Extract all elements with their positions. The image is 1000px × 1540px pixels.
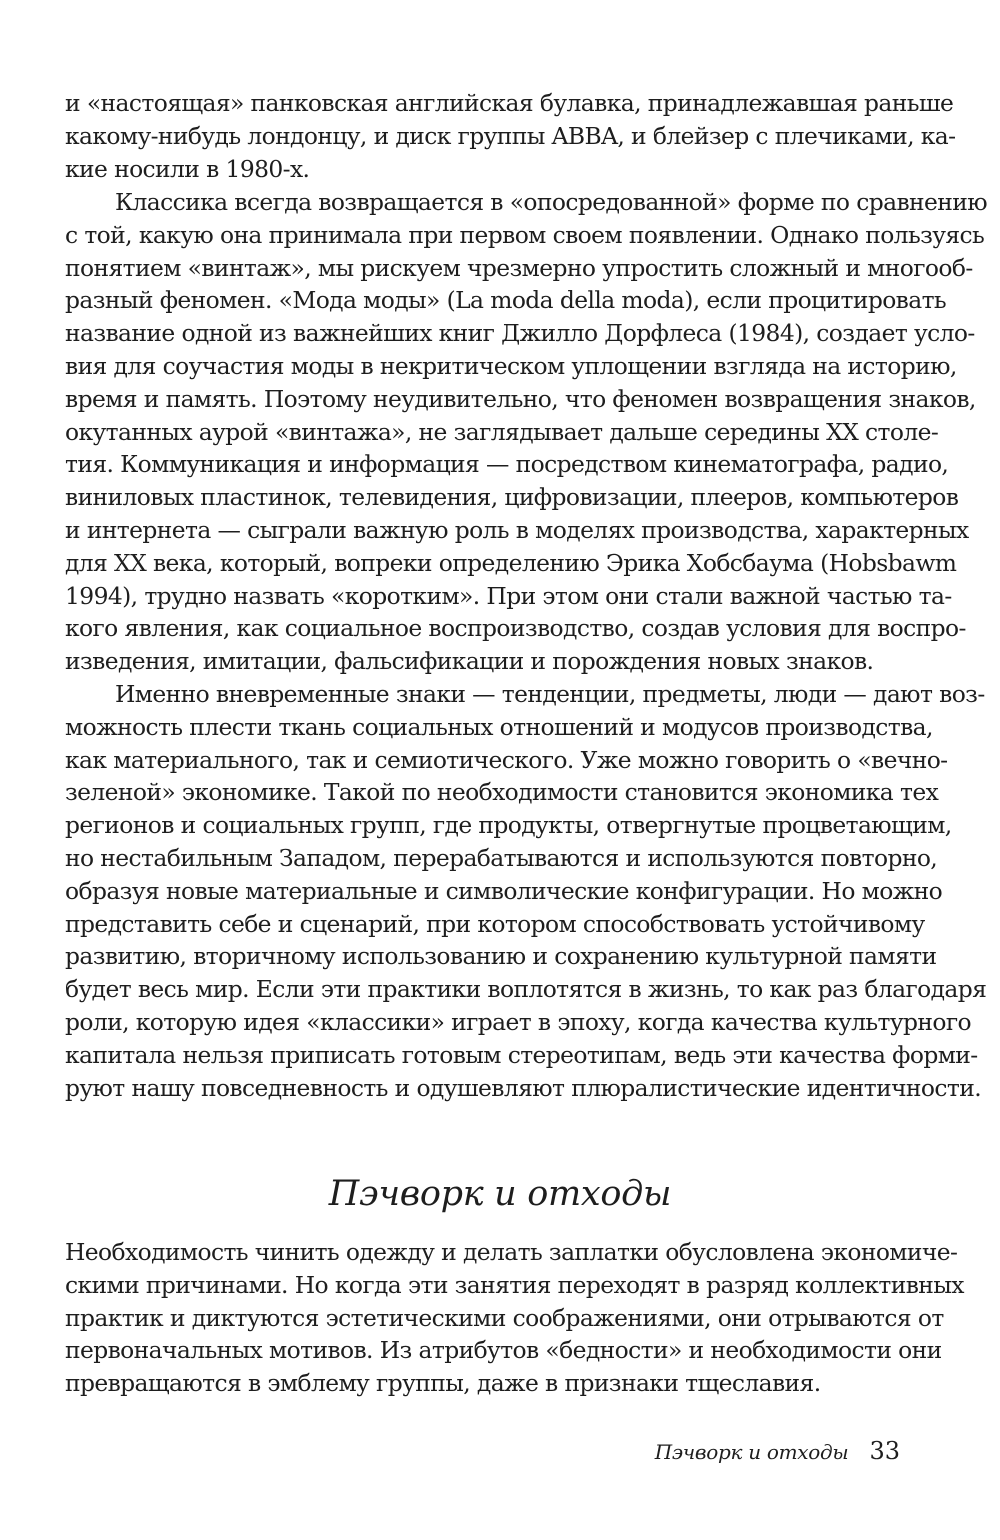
paragraph-continuation [65,87,956,185]
text-line: практик и диктуются эстетическими соображениями, они отрываются от [65,1303,944,1332]
text-line: окутанных аурой «винтажа», не заглядывает дальше середины XX столе- [65,417,939,446]
text-line: образуя новые материальные и символические конфигурации. Но можно [65,876,943,905]
text-line: первоначальных мотивов. Из атрибутов «бедности» и необходимости они [65,1336,942,1365]
text-line: 1994), трудно назвать «коротким». При этом они стали важной частью та- [65,581,952,610]
text-line: изведения, имитации, фальсификации и порождения новых знаков. [65,647,874,676]
text-line: будет весь мир. Если эти практики воплотятся в жизнь, то как раз благодаря [65,975,987,1004]
text-line: Именно вневременные знаки — тенденции, предметы, люди — дают воз- [115,680,985,708]
text-line: Необходимость чинить одежду и делать заплатки обусловлена экономиче- [65,1238,958,1266]
text-line: время и память. Поэтому неудивительно, что феномен возвращения знаков, [65,384,976,413]
text-line: развитию, вторичному использованию и сохранению культурной памяти [65,942,937,971]
text-line: какому-нибудь лондонцу, и диск группы ABBA, и блейзер с плечиками, ка- [65,121,956,150]
text-line: регионов и социальных групп, где продукты, отвергнутые процветающим, [65,811,952,840]
text-line: и интернета — сыграли важную роль в моделях производства, характерных [65,515,969,544]
paragraph-classics [65,186,987,678]
text-line: руют нашу повседневность и одушевляют плюралистические идентичности. [65,1073,982,1102]
paragraph-patchwork [65,1236,964,1400]
text-line: для XX века, который, вопреки определению Эрика Хобсбаума (Hobsbawm [65,548,957,577]
text-line: роли, которую идея «классики» играет в эпоху, когда качества культурного [65,1007,971,1036]
text-line: виниловых пластинок, телевидения, цифровизации, плееров, компьютеров [65,483,959,512]
text-line: кого явления, как социальное воспроизводство, создав условия для воспро- [65,614,966,643]
text-line: кие носили в 1980-х. [65,154,310,183]
text-line: название одной из важнейших книг Джилло Дорфлеса (1984), создает усло- [65,319,975,348]
running-title: Пэчворк и отходы [654,1440,849,1464]
text-line: тия. Коммуникация и информация — посредством кинематографа, радио, [65,450,949,479]
page-number: 33 [869,1437,900,1465]
text-line: с той, какую она принимала при первом своем появлении. Однако пользуясь [65,220,985,249]
text-line: зеленой» экономике. Такой по необходимости становится экономика тех [65,778,939,807]
text-line: как материального, так и семиотического. Уже можно говорить о «вечно- [65,745,948,774]
paragraph-timeless-signs [65,678,987,1104]
text-line: Классика всегда возвращается в «опосредованной» форме по сравнению [115,188,987,216]
section-heading: Пэчворк и отходы [328,1174,672,1214]
text-line: превращаются в эмблему группы, даже в признаки тщеславия. [65,1369,821,1398]
text-line: вия для соучастия моды в некритическом уплощении взгляда на историю, [65,351,957,380]
text-line: разный феномен. «Мода моды» (La moda della moda), если процитировать [65,286,947,315]
text-line: капитала нельзя приписать готовым стереотипам, ведь эти качества форми- [65,1040,978,1069]
text-line: понятием «винтаж», мы рискуем чрезмерно упростить сложный и многооб- [65,253,973,282]
text-line: и «настоящая» панковская английская булавка, принадлежавшая раньше [65,89,954,117]
text-line: скими причинами. Но когда эти занятия переходят в разряд коллективных [65,1270,964,1299]
text-line: но нестабильным Западом, перерабатываются и используются повторно, [65,843,938,872]
page-footer [655,1437,900,1465]
text-line: можность плести ткань социальных отношений и модусов производства, [65,712,933,741]
text-line: представить себе и сценарий, при котором способствовать устойчивому [65,909,925,938]
